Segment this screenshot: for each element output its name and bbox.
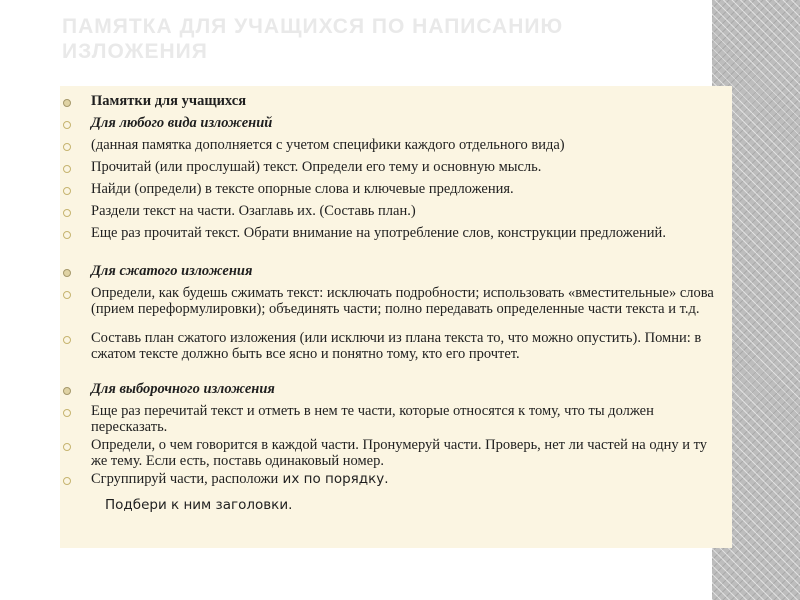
bullet-icon — [63, 387, 71, 395]
list-item-text: Найди (определи) в тексте опорные слова и ключевые предложения. — [91, 181, 514, 197]
bullet-icon — [63, 477, 71, 485]
list-item-text-part: Сгруппируй части, расположи — [91, 471, 279, 487]
list-item-text: Раздели текст на части. Озаглавь их. (Составь план.) — [91, 203, 416, 219]
memo-heading: Памятки для учащихся — [91, 93, 247, 109]
bullet-icon — [63, 99, 71, 107]
bullet-icon — [63, 187, 71, 195]
subheading-any-type: Для любого вида изложений — [91, 115, 273, 131]
list-item-text: Составь план сжатого изложения (или исключи из плана текста то, что можно опустить). Помни: в сжатом тексте должно быть все ясно и понятно тому, кто его прочтет. — [91, 330, 702, 362]
list-item-text: Определи, как будешь сжимать текст: исключать подробности; использовать «вместительные» слова (прием переформулировки); объединять части; полно передавать определенные части текста и т.д. — [91, 285, 714, 317]
slide-title: ПАМЯТКА ДЛЯ УЧАЩИХСЯ ПО НАПИСАНИЮ ИЗЛОЖЕНИЯ — [62, 15, 564, 63]
bullet-icon — [63, 291, 71, 299]
list-item-text-tail: их по порядку. — [278, 471, 389, 487]
bullet-icon — [63, 231, 71, 239]
subheading-selective: Для выборочного изложения — [91, 381, 275, 397]
bullet-icon — [63, 443, 71, 451]
bullet-icon — [63, 336, 71, 344]
memo-content-box — [60, 86, 732, 548]
bullet-icon — [63, 165, 71, 173]
bullet-icon — [63, 209, 71, 217]
list-item-text: Прочитай (или прослушай) текст. Определи его тему и основную мысль. — [91, 159, 542, 175]
subheading-condensed: Для сжатого изложения — [91, 263, 253, 279]
list-item-text: Еще раз перечитай текст и отметь в нем те части, которые относятся к тому, что ты должен пересказать. — [91, 403, 654, 435]
list-item-text — [91, 472, 721, 488]
list-item-text: Еще раз прочитай текст. Обрати внимание на употребление слов, конструкции предложений. — [91, 225, 666, 241]
list-item-text: (данная памятка дополняется с учетом специфики каждого отдельного вида) — [91, 137, 565, 153]
list-item-text: Определи, о чем говорится в каждой части. Пронумеруй части. Проверь, нет ли частей на одну и ту же тему. Если есть, поставь одинаковый номер. — [91, 437, 707, 469]
bullet-icon — [63, 409, 71, 417]
bullet-icon — [63, 143, 71, 151]
final-instruction: Подбери к ним заголовки. — [105, 497, 293, 513]
bullet-icon — [63, 269, 71, 277]
bullet-icon — [63, 121, 71, 129]
